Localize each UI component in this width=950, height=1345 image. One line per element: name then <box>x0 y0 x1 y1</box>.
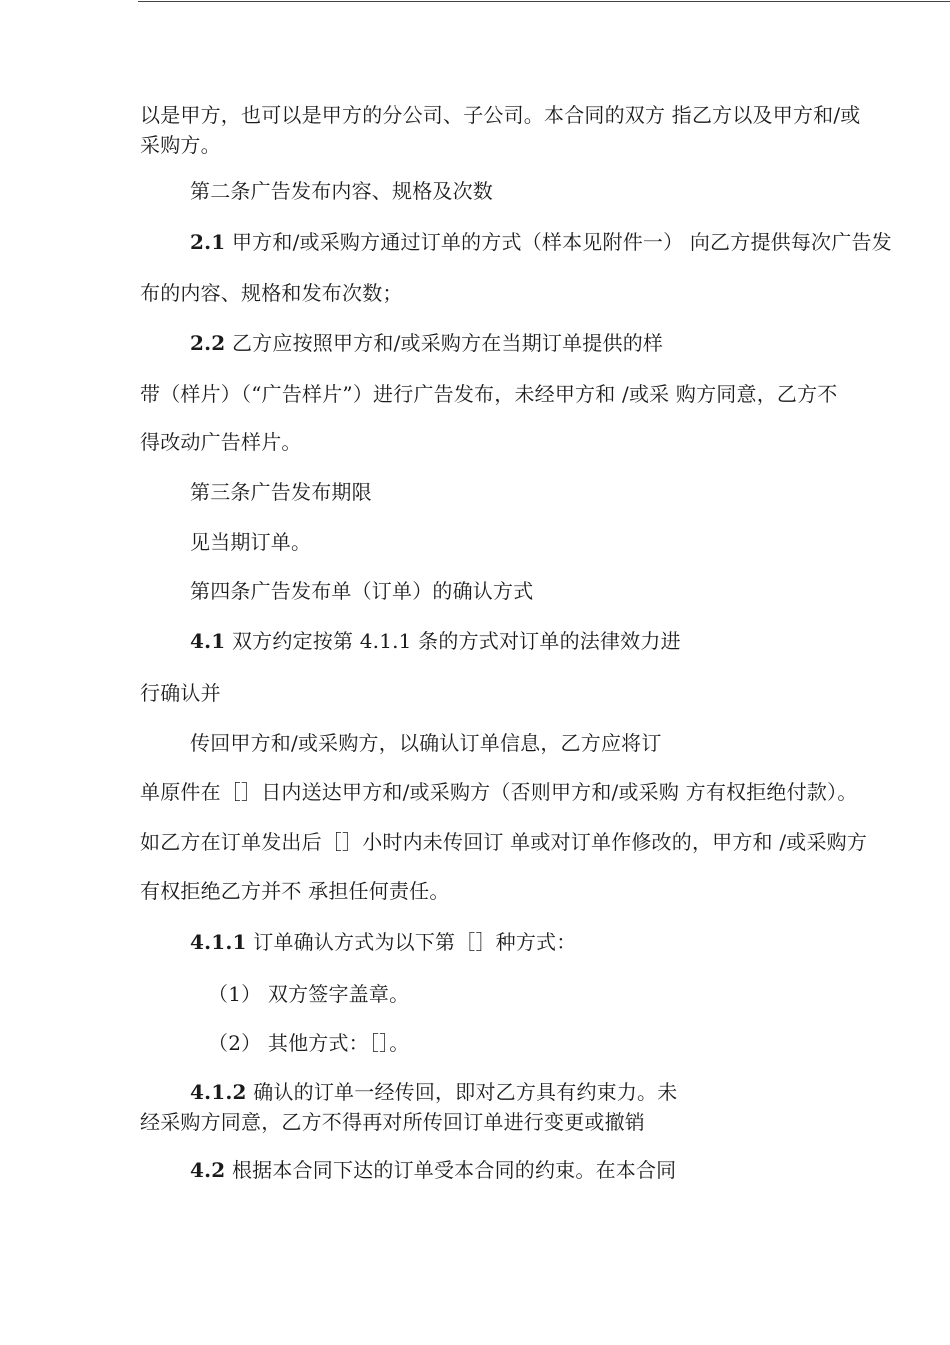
top-divider <box>138 1 950 2</box>
paragraph-line: 如乙方在订单发出后［］小时内未传回订 单或对订单作修改的，甲方和 /或采购方 <box>140 830 868 854</box>
paragraph-line: 行确认并 <box>140 681 221 705</box>
paragraph-line: 经采购方同意，乙方不得再对所传回订单进行变更或撤销 <box>140 1110 645 1134</box>
paragraph-line: 得改动广告样片。 <box>140 430 302 454</box>
clause-line: 2.2 乙方应按照甲方和/或采购方在当期订单提供的样 <box>190 331 664 355</box>
clause-line: 4.1.2 确认的订单一经传回，即对乙方具有约束力。未 <box>190 1080 678 1104</box>
option-line: （2） 其他方式：［］。 <box>208 1031 410 1055</box>
paragraph-line: 单原件在［］日内送达甲方和/或采购方（否则甲方和/或采购 方有权拒绝付款）。 <box>140 780 858 804</box>
paragraph-line: 带（样片）（“广告样片”）进行广告发布，未经甲方和 /或采 购方同意，乙方不 <box>140 382 838 406</box>
paragraph-line: 采购方。 <box>140 133 221 157</box>
paragraph-line: 有权拒绝乙方并不 承担任何责任。 <box>140 879 450 903</box>
clause-line: 4.2 根据本合同下达的订单受本合同的约束。在本合同 <box>190 1158 677 1182</box>
option-line: （1） 双方签字盖章。 <box>208 982 410 1006</box>
clause-line: 4.1.1 订单确认方式为以下第［］种方式： <box>190 930 577 954</box>
paragraph-line: 以是甲方，也可以是甲方的分公司、子公司。本合同的双方 指乙方以及甲方和/或 <box>140 103 861 127</box>
paragraph-line: 传回甲方和/或采购方，以确认订单信息，乙方应将订 <box>190 731 662 755</box>
clause-line: 4.1 双方约定按第 4.1.1 条的方式对订单的法律效力进 <box>190 629 681 653</box>
article-heading: 第二条广告发布内容、规格及次数 <box>190 179 493 203</box>
paragraph-line: 见当期订单。 <box>190 530 312 554</box>
clause-line: 2.1 甲方和/或采购方通过订单的方式（样本见附件一） 向乙方提供每次广告发 <box>190 230 892 254</box>
article-heading: 第三条广告发布期限 <box>190 480 372 504</box>
article-heading: 第四条广告发布单（订单）的确认方式 <box>190 579 534 603</box>
paragraph-line: 布的内容、规格和发布次数； <box>140 281 403 305</box>
